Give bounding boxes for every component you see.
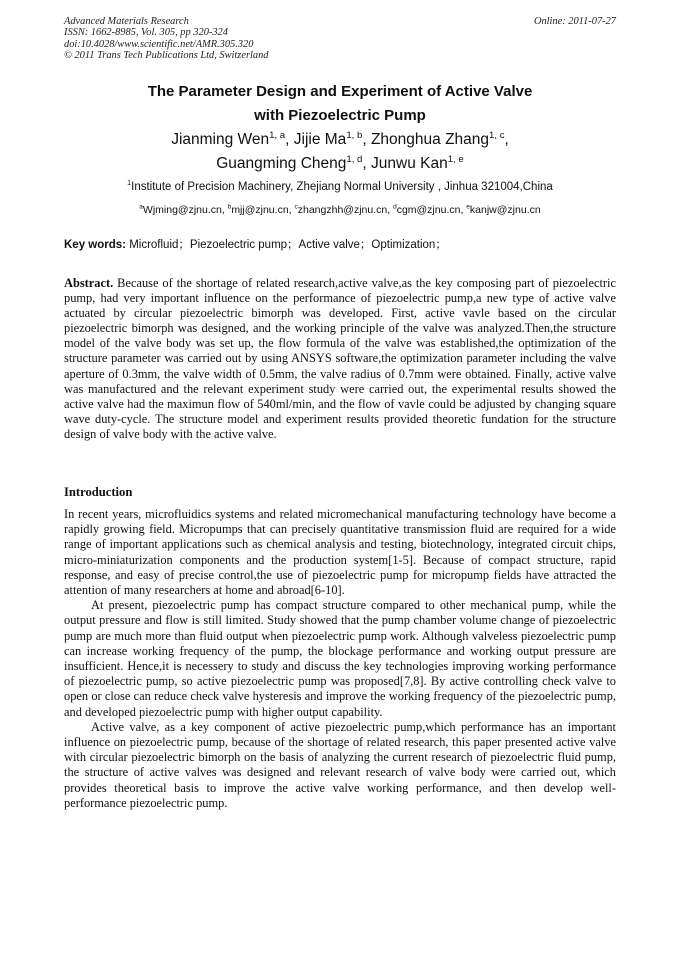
journal-header	[64, 16, 616, 62]
author-name: Junwu Kan	[371, 155, 448, 172]
keywords-text: Microfluid；Piezoelectric pump；Active valve；Optimization；	[126, 239, 447, 251]
email-address: kanjw@zjnu.cn	[469, 204, 541, 216]
online-date: Online: 2011-07-27	[533, 16, 616, 27]
email-sup: e	[466, 203, 470, 211]
title-line-1: The Parameter Design and Experiment of Active Valve	[147, 83, 533, 100]
doi-line: doi:10.4028/www.scientific.net/AMR.305.320	[64, 38, 254, 50]
email-sup: a	[139, 203, 143, 211]
author-sep: ,	[285, 131, 294, 148]
copyright-line: © 2011 Trans Tech Publications Ltd, Switzerland	[64, 50, 269, 62]
author-sep: ,	[362, 155, 372, 172]
email-sup: b	[227, 203, 232, 211]
author-sup: 1, a	[269, 129, 286, 141]
author-line-1	[64, 128, 616, 152]
email-sup: c	[294, 203, 298, 211]
affiliation-sup: 1	[127, 179, 132, 188]
email-address: zhangzhh@zjnu.cn,	[297, 204, 394, 216]
email-address: mjj@zjnu.cn,	[231, 204, 295, 216]
author-list	[64, 128, 616, 176]
abstract-label: Abstract.	[64, 276, 114, 290]
author-name: Jijie Ma	[293, 131, 347, 148]
journal-name: Advanced Materials Research	[64, 16, 189, 27]
author-line-2	[64, 152, 616, 176]
section-heading-introduction: Introduction	[64, 485, 133, 499]
paper-title	[64, 80, 616, 128]
author-name: Guangming Cheng	[216, 155, 347, 172]
paragraph: At present, piezoelectric pump has compact structure compared to other mechanical pump, while the output pressure and flow is still limited. Study showed that the pump chamber volume change of piezoelectric pump are much more than fluid output when piezoelectric pump work. Although valveless piezoelectric pump can increase working frequency of the pump, the blockage performance and working output pressure are insufficient. Hence,it is necessery to study and discuss the key technologies improving working performance of piezoelectric pump, so active piezoelectric pump was proposed[7,8]. By active controlling check valve to open or close can reduce check valve hysteresis and improve the working frequency of the piezoelectric pump, and developed piezoelectric pump with higher output capability.	[64, 598, 616, 719]
email-sup: d	[393, 203, 397, 211]
issn-line: ISSN: 1662-8985, Vol. 305, pp 320-324	[64, 27, 228, 39]
abstract-text: Because of the shortage of related research,active valve,as the key composing part of piezoelectric pump, had very important influence on the performance of piezoelectric pump,a new type of active valve actuated by circular piezoelectric bimorph was developed. First, active vavle based on the circular piezoelectric bimorph was designed, and the working principle of the valve was analyzed.Then,the structure model of the valve body was set up, the flow formula of the valve was established,the optimization of the structure parameter was carried out by using ANSYS software,the optimization parameter including the valve aperture of 0.3mm, the valve width of 0.5mm, the valve radius of 0.7mm were obtained. Finally, active valve was manufactured and the relevant experiment study were carried out, the experimental results showed the active valve had the maximun flow of 540ml/min, and the flow of vavle could be adjusted by changing square wave duty-cycle. The structure model and experiment results provided theoretic fundation for the structure design of valve body with the active valve.	[64, 276, 616, 441]
author-name: Zhonghua Zhang	[370, 131, 490, 148]
keywords-label: Key words:	[64, 239, 126, 251]
email-address: cgm@zjnu.cn,	[396, 204, 467, 216]
author-sup: 1, c	[489, 129, 505, 141]
title-line-2: with Piezoelectric Pump	[254, 107, 426, 124]
abstract	[64, 276, 616, 442]
author-sup: 1, b	[346, 129, 363, 141]
author-sep: ,	[504, 131, 509, 148]
author-name: Jianming Wen	[171, 131, 270, 148]
author-sup: 1, d	[346, 153, 363, 165]
email-address: Wjming@zjnu.cn,	[142, 204, 228, 216]
paragraph: In recent years, microfluidics systems and related micromechanical manufacturing technology have become a rapidly growing field. Micropumps that can precisely quantitative transmission fluid are required for a wide range of important applications such as chemical analysis and testing, biotechnology, integrated circuit chips, micro-miniaturization components and the production system[1-5]. Because of compact structure, rapid response, and easy of precise control,the use of piezoelectric pump for micropump fields have attracted the attention of many researchers at home and abroad[6-10].	[64, 507, 616, 598]
paragraph: Active valve, as a key component of active piezoelectric pump,which performance has an important influence on piezoelectric pump, because of the shortage of related research, this paper presented active valve with circular piezoelectric bimorph on the basis of analyzing the current research of piezoelectric fluid pump, the structure of active valves was designed and relevant research of valve body were carried out, which provides theoretical basis to improve the active valve working performance, and then develop well-performance piezoelectric pump.	[64, 719, 616, 810]
introduction-body	[64, 507, 616, 811]
author-sup: 1, e	[447, 153, 464, 165]
affiliation-text: Institute of Precision Machinery, Zhejiang Normal University , Jinhua 321004,China	[131, 181, 553, 193]
email-list	[64, 203, 616, 217]
keywords	[64, 238, 616, 253]
affiliation	[64, 180, 616, 194]
author-sep: ,	[362, 131, 371, 148]
